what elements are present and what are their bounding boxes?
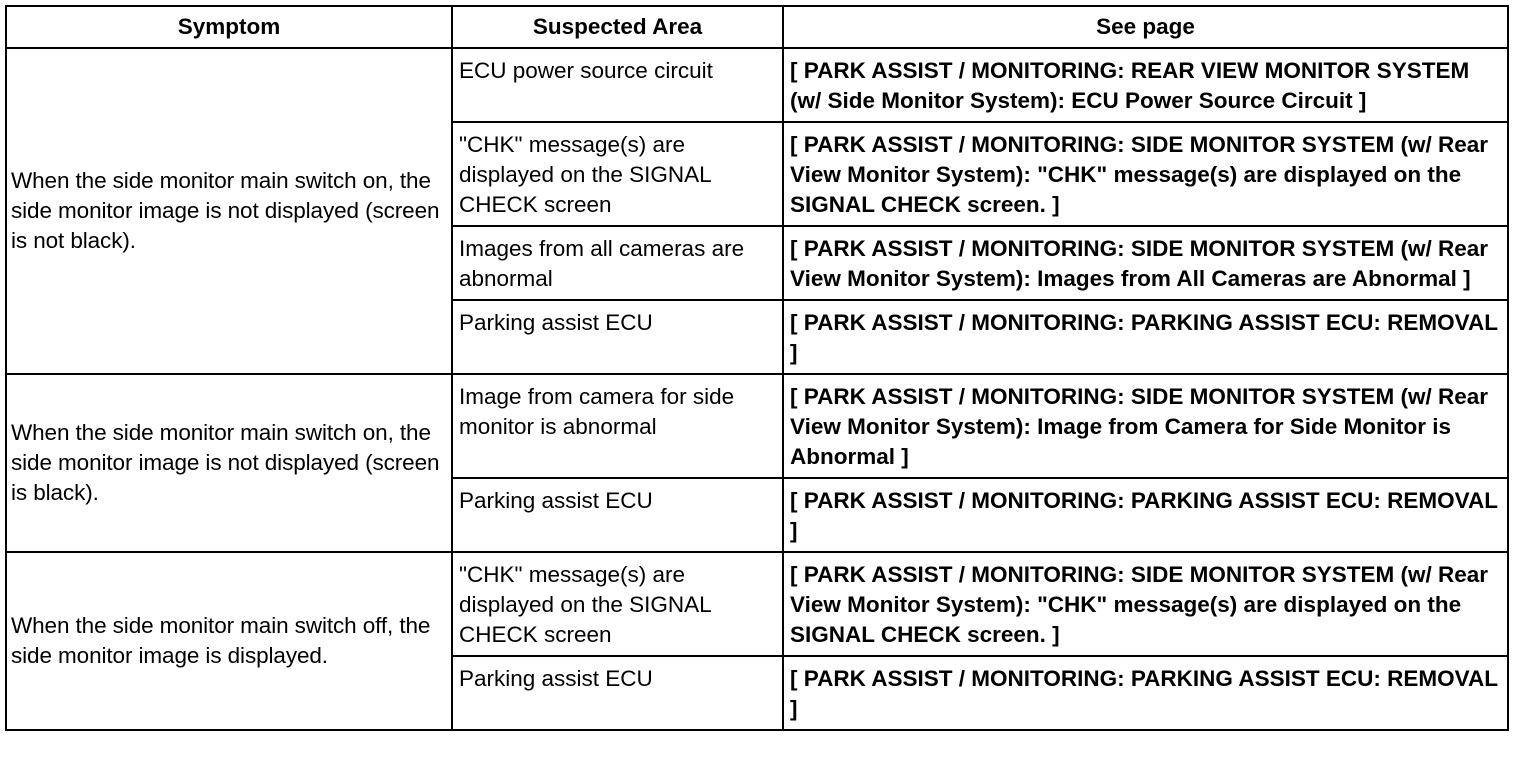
- table-row: [6, 552, 1508, 656]
- header-row: [6, 6, 1508, 48]
- suspected-area-cell: "CHK" message(s) are displayed on the SIGNAL CHECK screen: [452, 552, 783, 656]
- troubleshooting-table: [5, 5, 1509, 731]
- see-page-link[interactable]: [ PARK ASSIST / MONITORING: REAR VIEW MONITOR SYSTEM (w/ Side Monitor System): ECU Power Source Circuit ]: [783, 48, 1508, 122]
- suspected-area-cell: Parking assist ECU: [452, 656, 783, 730]
- see-page-link[interactable]: [ PARK ASSIST / MONITORING: PARKING ASSIST ECU: REMOVAL ]: [783, 478, 1508, 552]
- suspected-area-cell: "CHK" message(s) are displayed on the SIGNAL CHECK screen: [452, 122, 783, 226]
- suspected-area-cell: Parking assist ECU: [452, 300, 783, 374]
- table-row: [6, 374, 1508, 478]
- symptom-cell: When the side monitor main switch off, the side monitor image is displayed.: [6, 552, 452, 730]
- table-row: [6, 48, 1508, 122]
- suspected-area-cell: Parking assist ECU: [452, 478, 783, 552]
- table-header: [6, 6, 1508, 48]
- suspected-area-cell: Images from all cameras are abnormal: [452, 226, 783, 300]
- header-see-page: See page: [783, 6, 1508, 48]
- symptom-cell: When the side monitor main switch on, the side monitor image is not displayed (screen is black).: [6, 374, 452, 552]
- see-page-link[interactable]: [ PARK ASSIST / MONITORING: SIDE MONITOR SYSTEM (w/ Rear View Monitor System): "CHK" message(s) are displayed on the SIGNAL CHECK screen. ]: [783, 122, 1508, 226]
- see-page-link[interactable]: [ PARK ASSIST / MONITORING: PARKING ASSIST ECU: REMOVAL ]: [783, 300, 1508, 374]
- see-page-link[interactable]: [ PARK ASSIST / MONITORING: SIDE MONITOR SYSTEM (w/ Rear View Monitor System): Images from All Cameras are Abnormal ]: [783, 226, 1508, 300]
- table-body: [6, 48, 1508, 730]
- header-symptom: Symptom: [6, 6, 452, 48]
- suspected-area-cell: Image from camera for side monitor is abnormal: [452, 374, 783, 478]
- see-page-link[interactable]: [ PARK ASSIST / MONITORING: SIDE MONITOR SYSTEM (w/ Rear View Monitor System): "CHK" message(s) are displayed on the SIGNAL CHECK screen. ]: [783, 552, 1508, 656]
- suspected-area-cell: ECU power source circuit: [452, 48, 783, 122]
- see-page-link[interactable]: [ PARK ASSIST / MONITORING: PARKING ASSIST ECU: REMOVAL ]: [783, 656, 1508, 730]
- symptom-cell: When the side monitor main switch on, the side monitor image is not displayed (screen is not black).: [6, 48, 452, 374]
- see-page-link[interactable]: [ PARK ASSIST / MONITORING: SIDE MONITOR SYSTEM (w/ Rear View Monitor System): Image from Camera for Side Monitor is Abnormal ]: [783, 374, 1508, 478]
- header-suspected-area: Suspected Area: [452, 6, 783, 48]
